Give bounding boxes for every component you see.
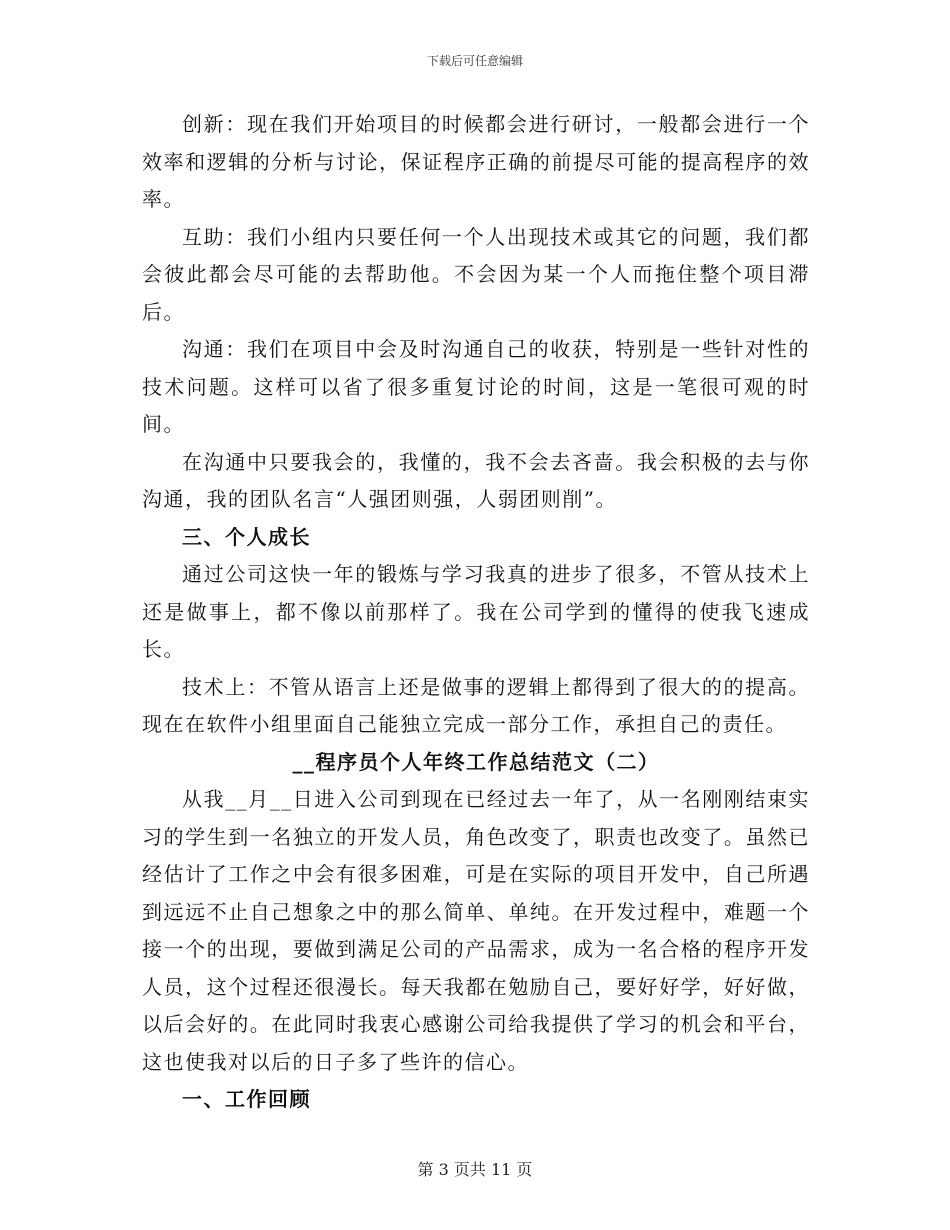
- page-header: 下载后可任意编辑: [426, 54, 523, 68]
- document-body: [142, 106, 810, 1119]
- page-footer: 第 3 页共 11 页: [417, 1160, 533, 1179]
- paragraph-innovation: 创新：现在我们开始项目的时候都会进行研讨，一般都会进行一个效率和逻辑的分析与讨论，保证程序正确的前提尽可能的提高程序的效率。: [142, 112, 810, 211]
- heading-personal-growth: 三、个人成长: [182, 524, 311, 549]
- paragraph-growth: 通过公司这快一年的锻炼与学习我真的进步了很多，不管从技术上还是做事上，都不像以前那样了。我在公司学到的懂得的使我飞速成长。: [142, 562, 810, 661]
- paragraph-intro: 从我__月__日进入公司到现在已经过去一年了，从一名刚刚结束实习的学生到一名独立的开发人员，角色改变了，职责也改变了。虽然已经估计了工作之中会有很多困难，可是在实际的项目开发中，自己所遇到远远不止自己想象之中的那么简单、单纯。在开发过程中，难题一个接一个的出现，要做到满足公司的产品需求，成为一名合格的程序开发人员，这个过程还很漫长。每天我都在勉励自己，要好好学，好好做，以后会好的。在此同时我衷心感谢公司给我提供了学习的机会和平台，这也使我对以后的日子多了些许的信心。: [142, 787, 810, 1074]
- paragraph-communication: 沟通：我们在项目中会及时沟通自己的收获，特别是一些针对性的技术问题。这样可以省了很多重复讨论的时间，这是一笔很可观的时间。: [142, 337, 810, 436]
- paragraph-technical: 技术上：不管从语言上还是做事的逻辑上都得到了很大的的提高。现在在软件小组里面自己能独立完成一部分工作，承担自己的责任。: [142, 674, 810, 736]
- heading-work-review: 一、工作回顾: [182, 1087, 311, 1111]
- paragraph-sharing: 在沟通中只要我会的，我懂的，我不会去吝啬。我会积极的去与你沟通，我的团队名言“人强团则强，人弱团则削”。: [142, 449, 810, 511]
- paragraph-mutual-help: 互助：我们小组内只要任何一个人出现技术或其它的问题，我们都会彼此都会尽可能的去帮助他。不会因为某一个人而拖住整个项目滞后。: [142, 224, 810, 324]
- section-title: __程序员个人年终工作总结范文（二）: [292, 749, 660, 774]
